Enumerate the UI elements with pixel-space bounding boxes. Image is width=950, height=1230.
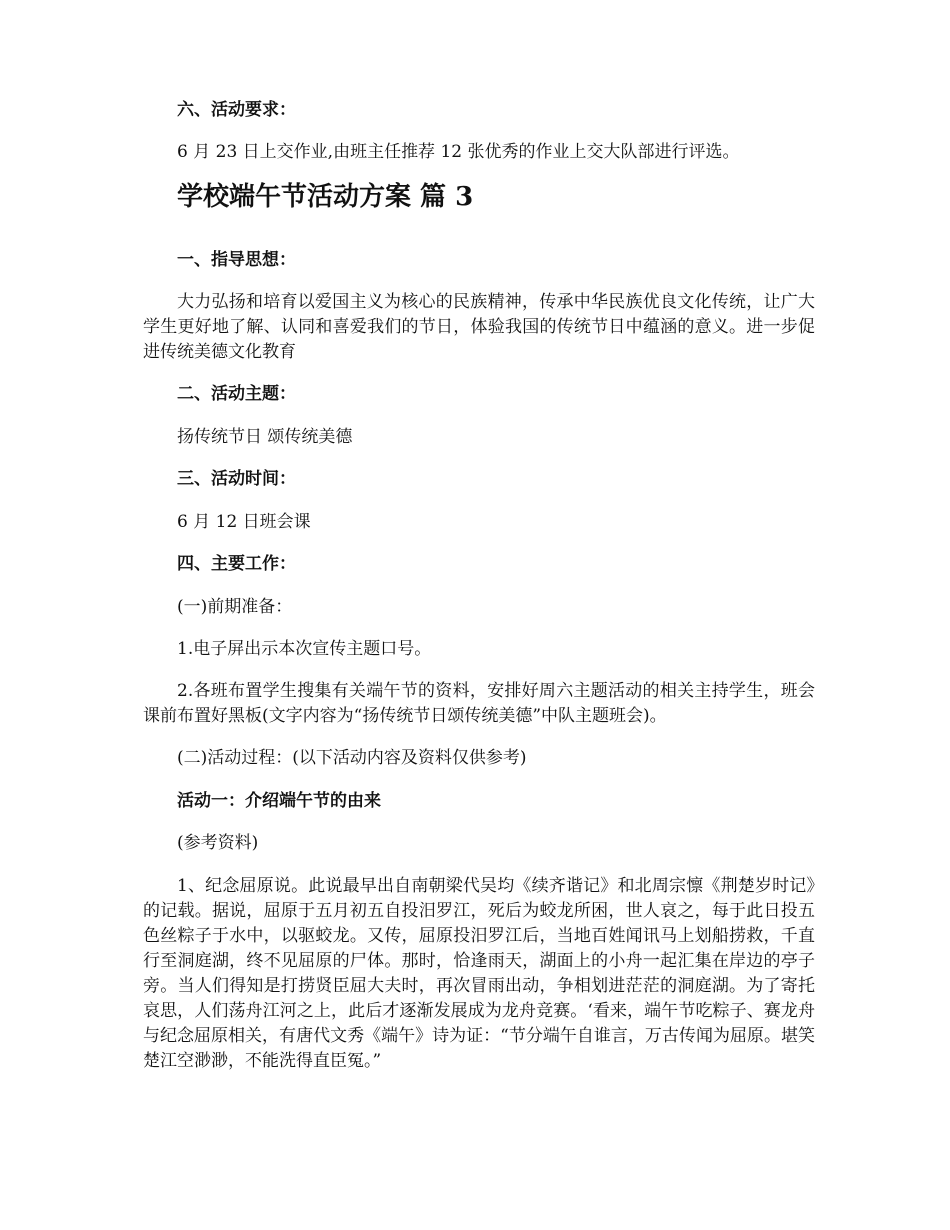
subheading-activity-process: (二)活动过程：(以下活动内容及资料仅供参考) — [177, 748, 527, 768]
heading-guiding-ideology: 一、指导思想： — [177, 250, 296, 270]
list-item-1: 1.电子屏出示本次宣传主题口号。 — [177, 639, 432, 659]
list-item-2: 2.各班布置学生搜集有关端午节的资料，安排好周六主题活动的相关主持学生，班会课前布置好黑板(文字内容为“扬传统节日颂传统美德”中队主题班会)。 — [143, 681, 815, 726]
subheading-preparation: (一)前期准备： — [177, 597, 293, 617]
heading-activity-one: 活动一：介绍端午节的由来 — [177, 791, 381, 811]
document-title: 学校端午节活动方案 篇 3 — [177, 182, 474, 212]
heading-activity-time: 三、活动时间： — [177, 469, 296, 489]
text-activity-time: 6 月 12 日班会课 — [177, 512, 311, 532]
section-6-text: 6 月 23 日上交作业,由班主任推荐 12 张优秀的作业上交大队部进行评选。 — [177, 142, 740, 162]
reference-label: (参考资料) — [177, 833, 259, 853]
section-6-heading: 六、活动要求： — [177, 100, 296, 120]
heading-main-work: 四、主要工作： — [177, 554, 296, 574]
paragraph-guiding-ideology: 大力弘扬和培育以爱国主义为核心的民族精神，传承中华民族优良文化传统，让广大学生更好地了解、认同和喜爱我们的节日，体验我国的传统节日中蕴涵的意义。进一步促进传统美德文化教育 — [143, 292, 815, 362]
text-activity-theme: 扬传统节日 颂传统美德 — [177, 427, 353, 447]
heading-activity-theme: 二、活动主题： — [177, 384, 296, 404]
paragraph-origin: 1、纪念屈原说。此说最早出自南朝梁代吴均《续齐谐记》和北周宗懔《荆楚岁时记》的记载。据说，屈原于五月初五自投汨罗江，死后为蛟龙所困，世人哀之，每于此日投五色丝粽子于水中，以驱蛟龙。又传，屈原投汨罗江后，当地百姓闻讯马上划船捞救，千直行至洞庭湖，终不见屈原的尸体。那时，恰逢雨天，湖面上的小舟一起汇集在岸边的亭子旁。当人们得知是打捞贤臣屈大夫时，再次冒雨出动，争相划进茫茫的洞庭湖。为了寄托哀思，人们荡舟江河之上，此后才逐渐发展成为龙舟竞赛。‘看来，端午节吃粽子、赛龙舟与纪念屈原相关，有唐代文秀《端午》诗为证：“节分端午自谁言，万古传闻为屈原。堪笑楚江空渺渺，不能洗得直臣冤。” — [143, 876, 815, 1071]
